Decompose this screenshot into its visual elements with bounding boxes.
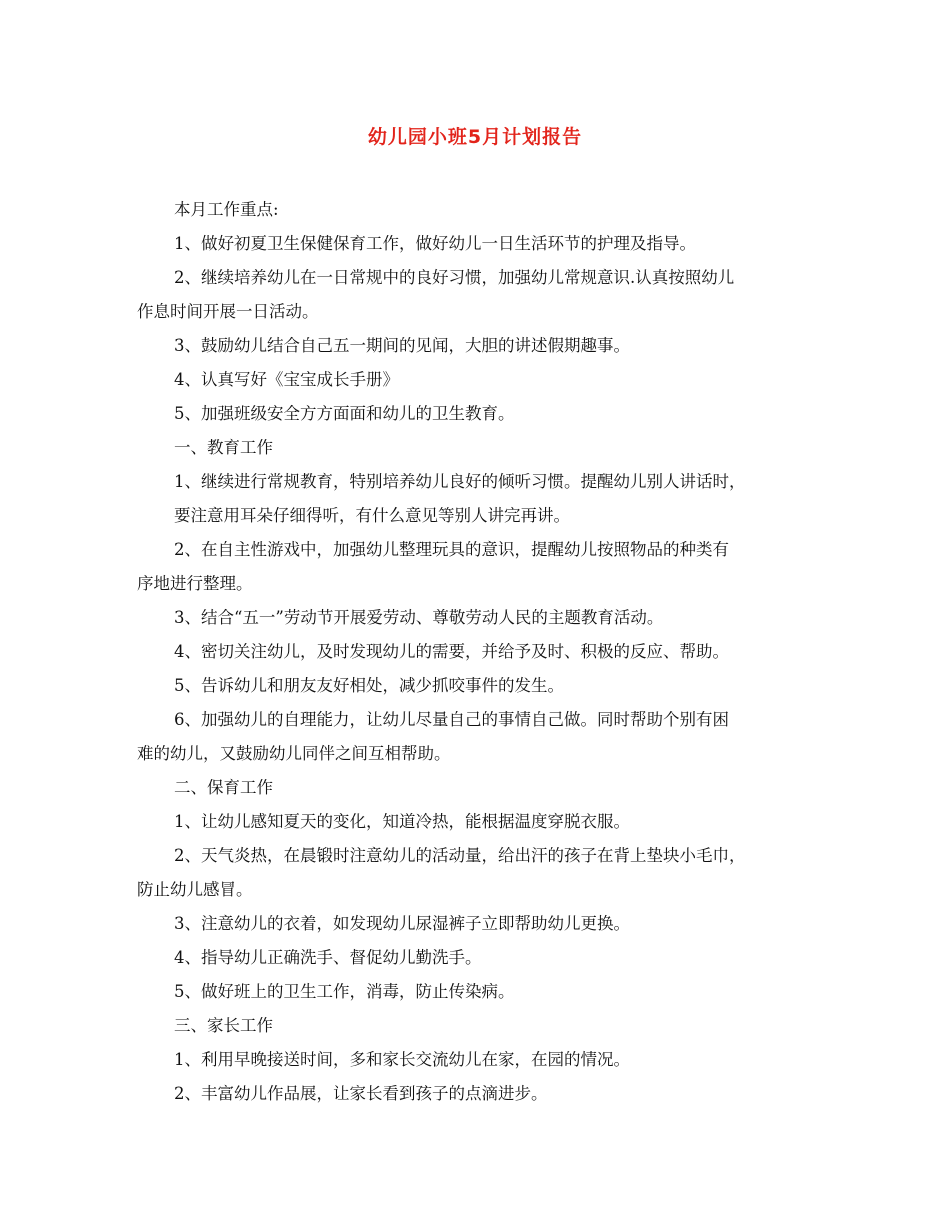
document-title: 幼儿园小班5月计划报告 [367, 126, 583, 148]
paragraph-line: 5、做好班上的卫生工作，消毒，防止传染病。 [174, 982, 515, 1001]
paragraph-line: 3、注意幼儿的衣着，如发现幼儿尿湿裤子立即帮助幼儿更换。 [174, 914, 630, 933]
paragraph-line: 6、加强幼儿的自理能力，让幼儿尽量自己的事情自己做。同时帮助个别有困 [174, 710, 729, 729]
paragraph-line: 1、继续进行常规教育，特别培养幼儿良好的倾听习惯。提醒幼儿别人讲话时， [174, 472, 746, 491]
paragraph-line: 2、丰富幼儿作品展，让家长看到孩子的点滴进步。 [174, 1084, 548, 1103]
paragraph-line: 2、在自主性游戏中，加强幼儿整理玩具的意识，提醒幼儿按照物品的种类有 [174, 540, 729, 559]
document-body [137, 193, 821, 1111]
section-heading-education: 一、教育工作 [174, 438, 273, 457]
paragraph-line: 4、密切关注幼儿，及时发现幼儿的需要，并给予及时、积极的反应、帮助。 [174, 642, 729, 661]
paragraph-line: 3、鼓励幼儿结合自己五一期间的见闻，大胆的讲述假期趣事。 [174, 336, 630, 355]
paragraph-line: 1、让幼儿感知夏天的变化，知道冷热，能根据温度穿脱衣服。 [174, 812, 630, 831]
paragraph-line: 4、指导幼儿正确洗手、督促幼儿勤洗手。 [174, 948, 482, 967]
paragraph-line-continued: 作息时间开展一日活动。 [137, 302, 319, 321]
paragraph-line: 1、利用早晚接送时间，多和家长交流幼儿在家，在园的情况。 [174, 1050, 630, 1069]
paragraph-line: 2、继续培养幼儿在一日常规中的良好习惯，加强幼儿常规意识.认真按照幼儿 [174, 268, 735, 287]
paragraph-line-continued: 难的幼儿，又鼓励幼儿同伴之间互相帮助。 [137, 744, 451, 763]
paragraph-line-continued: 序地进行整理。 [137, 574, 253, 593]
paragraph-line: 2、天气炎热，在晨锻时注意幼儿的活动量，给出汗的孩子在背上垫块小毛巾， [174, 846, 746, 865]
paragraph-line: 5、告诉幼儿和朋友友好相处，减少抓咬事件的发生。 [174, 676, 564, 695]
paragraph-line-continued: 防止幼儿感冒。 [137, 880, 253, 899]
section-heading-care: 二、保育工作 [174, 778, 273, 797]
section-heading-focus: 本月工作重点: [174, 200, 279, 219]
paragraph-line: 5、加强班级安全方方面面和幼儿的卫生教育。 [174, 404, 515, 423]
paragraph-line-continued: 要注意用耳朵仔细得听，有什么意见等别人讲完再讲。 [174, 506, 570, 525]
section-heading-parents: 三、家长工作 [174, 1016, 273, 1035]
paragraph-line: 3、结合“五一”劳动节开展爱劳动、尊敬劳动人民的主题教育活动。 [174, 608, 664, 627]
paragraph-line: 4、认真写好《宝宝成长手册》 [174, 370, 399, 389]
paragraph-line: 1、做好初夏卫生保健保育工作，做好幼儿一日生活环节的护理及指导。 [174, 234, 696, 253]
